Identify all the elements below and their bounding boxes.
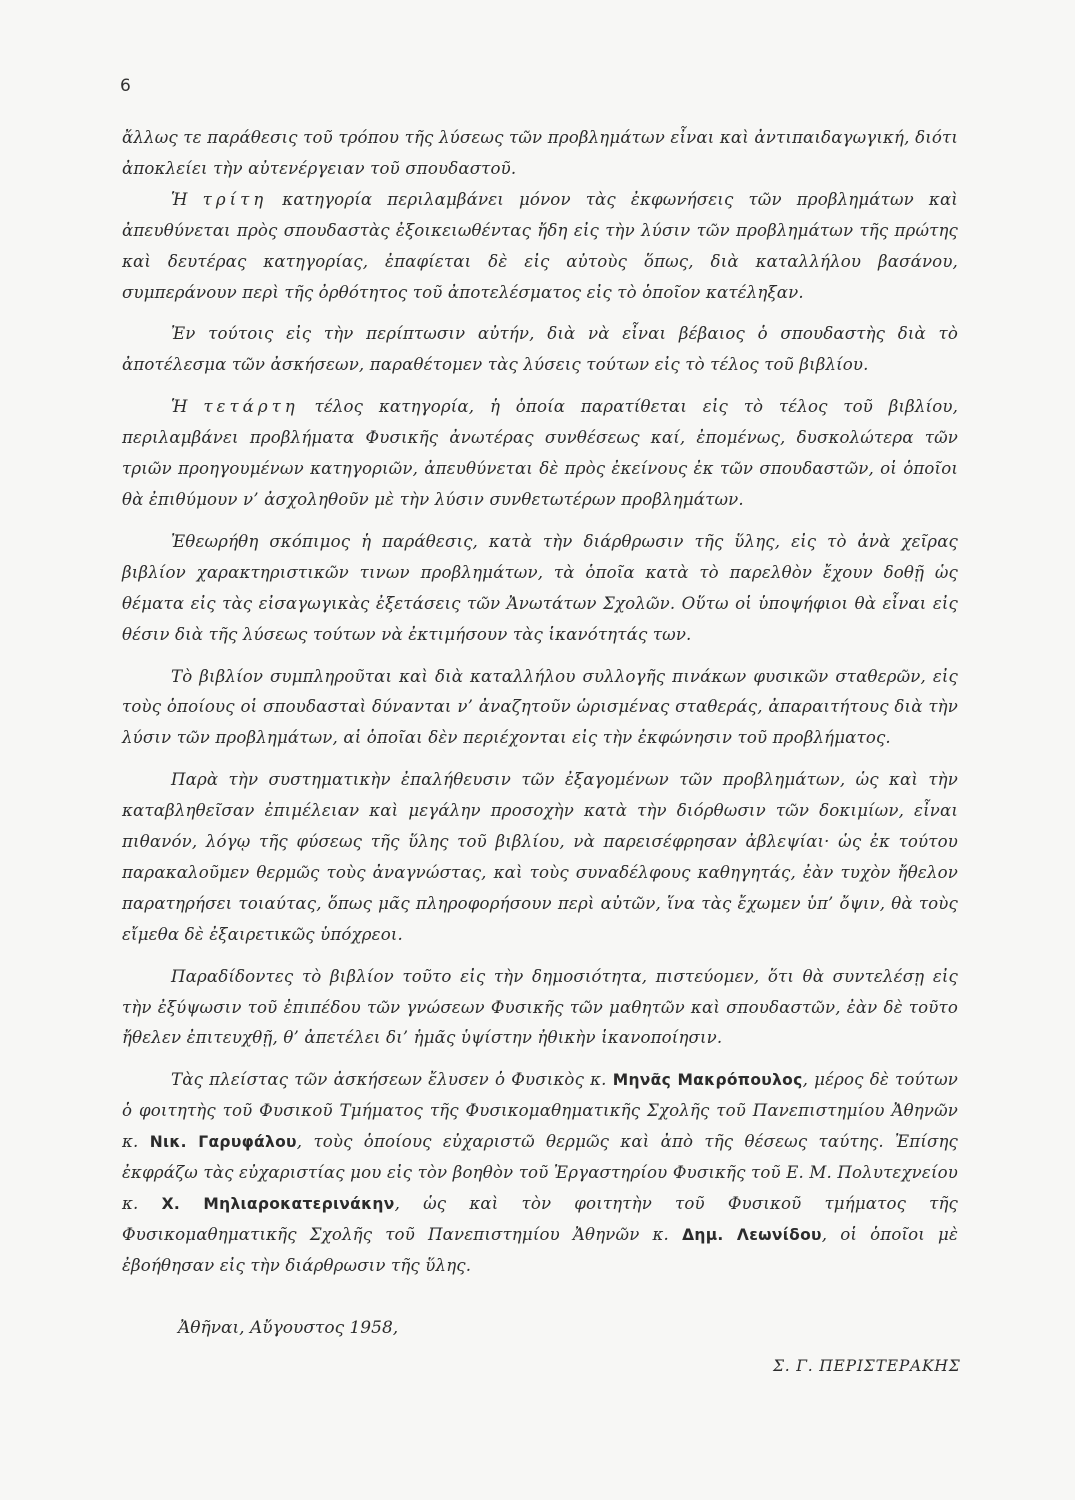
paragraph-2 xyxy=(122,185,958,309)
person-name-4: Δημ. Λεωνίδου xyxy=(682,1225,822,1244)
paragraph-4-emphasis: τετάρτη xyxy=(203,397,299,417)
paragraph-9-text-1: Τὰς πλείστας τῶν ἀσκήσεων ἔλυσεν ὁ Φυσικὸς κ. xyxy=(171,1070,607,1090)
paragraph-3: Ἐν τούτοις εἰς τὴν περίπτωσιν αὐτήν, διὰ νὰ εἶναι βέβαιος ὁ σπουδαστὴς διὰ τὸ ἀποτέλεσμα τῶν ἀσκήσεων, παραθέτομεν τὰς λύσεις τούτων εἰς τὸ τέλος τοῦ βιβλίου. xyxy=(122,324,958,375)
paragraph-4 xyxy=(122,392,958,516)
paragraph-9 xyxy=(122,1065,958,1281)
page-number: 6 xyxy=(120,76,131,96)
paragraph-4-text: τέλος κατηγορία, ἡ ὁποία παρατίθεται εἰς τὸ τέλος τοῦ βιβλίου, περιλαμβάνει προβλήματα Φυσικῆς ἀνωτέρας συνθέσεως καί, ἐπομένως, δυσκολώτερα τῶν τριῶν προηγουμένων κατηγοριῶν, ἀπευθύνεται δὲ πρὸς ἐκείνους ἐκ τῶν σπουδαστῶν, οἱ ὁποῖοι θὰ ἐπιθύμουν ν’ ἀσχοληθοῦν μὲ τὴν λύσιν συνθετωτέρων προβλημάτων. xyxy=(122,397,958,509)
paragraph-7: Παρὰ τὴν συστηματικὴν ἐπαλήθευσιν τῶν ἐξαγομένων τῶν προβλημάτων, ὡς καὶ τὴν καταβληθεῖσαν ἐπιμέλειαν καὶ μεγάλην προσοχὴν κατὰ τὴν διόρθωσιν τῶν δοκιμίων, εἶναι πιθανόν, λόγῳ τῆς φύσεως τῆς ὕλης τοῦ βιβλίου, νὰ παρεισέφρησαν ἀβλεψίαι· ὡς ἐκ τούτου παρακαλοῦμεν θερμῶς τοὺς ἀναγνώστας, καὶ τοὺς συναδέλφους καθηγητάς, ἐὰν τυχὸν ἤθελον παρατηρήσει τοιαύτας, ὅπως μᾶς πληροφορήσουν περὶ αὐτῶν, ἵνα τὰς ἔχωμεν ὑπ’ ὄψιν, θὰ τοὺς εἴμεθα δὲ ἐξαιρετικῶς ὑπόχρεοι. xyxy=(122,770,958,944)
place-date: Ἀθῆναι, Αὔγουστος 1958, xyxy=(178,1318,399,1338)
paragraph-2-emphasis: τρίτη xyxy=(202,189,268,209)
author-signature: Σ. Γ. ΠΕΡΙΣΤΕΡΑΚΗΣ xyxy=(773,1357,961,1375)
paragraph-9-text-2: , μέρος δὲ τούτων ὁ φοιτητὴς τοῦ Φυσικοῦ Τμήματος τῆς Φυσικομαθηματικῆς Σχολῆς τοῦ Πανεπιστημίου Ἀθηνῶν κ. xyxy=(122,1070,959,1152)
paragraph-9-text-5: , οἱ ὁποῖοι μὲ ἐβοήθησαν εἰς τὴν διάρθρωσιν τῆς ὕλης. xyxy=(122,1224,959,1275)
paragraph-2-lead: Ἡ xyxy=(171,189,188,209)
person-name-1: Μηνᾶς Μακρόπουλος xyxy=(612,1071,803,1090)
paragraph-6: Τὸ βιβλίον συμπληροῦται καὶ διὰ καταλλήλου συλλογῆς πινάκων φυσικῶν σταθερῶν, εἰς τοὺς ὁποίους οἱ σπουδασταὶ δύνανται ν’ ἀναζητοῦν ὡρισμένας σταθεράς, ἀπαραιτήτους διὰ τὴν λύσιν τῶν προβλημάτων, αἱ ὁποῖαι δὲν περιέχονται εἰς τὴν ἐκφώνησιν τοῦ προβλήματος. xyxy=(122,666,958,748)
paragraph-9-text-3: , τοὺς ὁποίους εὐχαριστῶ θερμῶς καὶ ἀπὸ τῆς θέσεως ταύτης. Ἐπίσης ἐκφράζω τὰς εὐχαριστίας μου εἰς τὸν βοηθὸν τοῦ Ἐργαστηρίου Φυσικῆς τοῦ Ε. Μ. Πολυτεχνείου κ. xyxy=(122,1132,958,1213)
paragraph-5: Ἐθεωρήθη σκόπιμος ἡ παράθεσις, κατὰ τὴν διάρθρωσιν τῆς ὕλης, εἰς τὸ ἀνὰ χεῖρας βιβλίον χαρακτηριστικῶν τινων προβλημάτων, τὰ ὁποῖα κατὰ τὸ παρελθὸν ἔχουν δοθῇ ὡς θέματα εἰς τὰς εἰσαγωγικὰς ἐξετάσεις τῶν Ἀνωτάτων Σχολῶν. Οὕτω οἱ ὑποψήφιοι θὰ εἶναι εἰς θέσιν διὰ τῆς λύσεως τούτων νὰ ἐκτιμήσουν τὰς ἱκανότητάς των. xyxy=(122,531,958,644)
person-name-2: Νικ. Γαρυφάλου xyxy=(149,1133,297,1152)
paragraph-2-text: κατηγορία περιλαμβάνει μόνον τὰς ἐκφωνήσεις τῶν προβλημάτων καὶ ἀπευθύνεται πρὸς σπουδαστὰς ἐξοικειωθέντας ἤδη εἰς τὴν λύσιν τῶν προβλημάτων τῆς πρώτης καὶ δευτέρας κατηγορίας, ἐπαφίεται δὲ εἰς αὐτοὺς ὅπως, διὰ καταλλήλου βασάνου, συμπεράνουν περὶ τῆς ὀρθότητος τοῦ ἀποτελέσματος εἰς τὸ ὁποῖον κατέληξαν. xyxy=(122,189,958,302)
paragraph-1: ἄλλως τε παράθεσις τοῦ τρόπου τῆς λύσεως τῶν προβλημάτων εἶναι καὶ ἀντιπαιδαγωγική, διότι ἀποκλείει τὴν αὐτενέργειαν τοῦ σπουδαστοῦ. xyxy=(122,128,958,178)
paragraph-8: Παραδίδοντες τὸ βιβλίον τοῦτο εἰς τὴν δημοσιότητα, πιστεύομεν, ὅτι θὰ συντελέσῃ εἰς τὴν ἐξύψωσιν τοῦ ἐπιπέδου τῶν γνώσεων Φυσικῆς τῶν μαθητῶν καὶ σπουδαστῶν, ἐὰν δὲ τοῦτο ἤθελεν ἐπιτευχθῇ, θ’ ἀπετέλει δι’ ἡμᾶς ὑψίστην ἠθικὴν ἱκανοποίησιν. xyxy=(122,966,958,1048)
person-name-3: Χ. Μηλιαροκατερινάκην xyxy=(161,1195,395,1213)
body-text xyxy=(122,123,958,1293)
paragraph-9-text-4: , ὡς καὶ τὸν φοιτητὴν τοῦ Φυσικοῦ τμήματος τῆς Φυσικομαθηματικῆς Σχολῆς τοῦ Πανεπιστημίου Ἀθηνῶν κ. xyxy=(122,1194,958,1244)
paragraph-4-lead: Ἡ xyxy=(171,397,188,417)
